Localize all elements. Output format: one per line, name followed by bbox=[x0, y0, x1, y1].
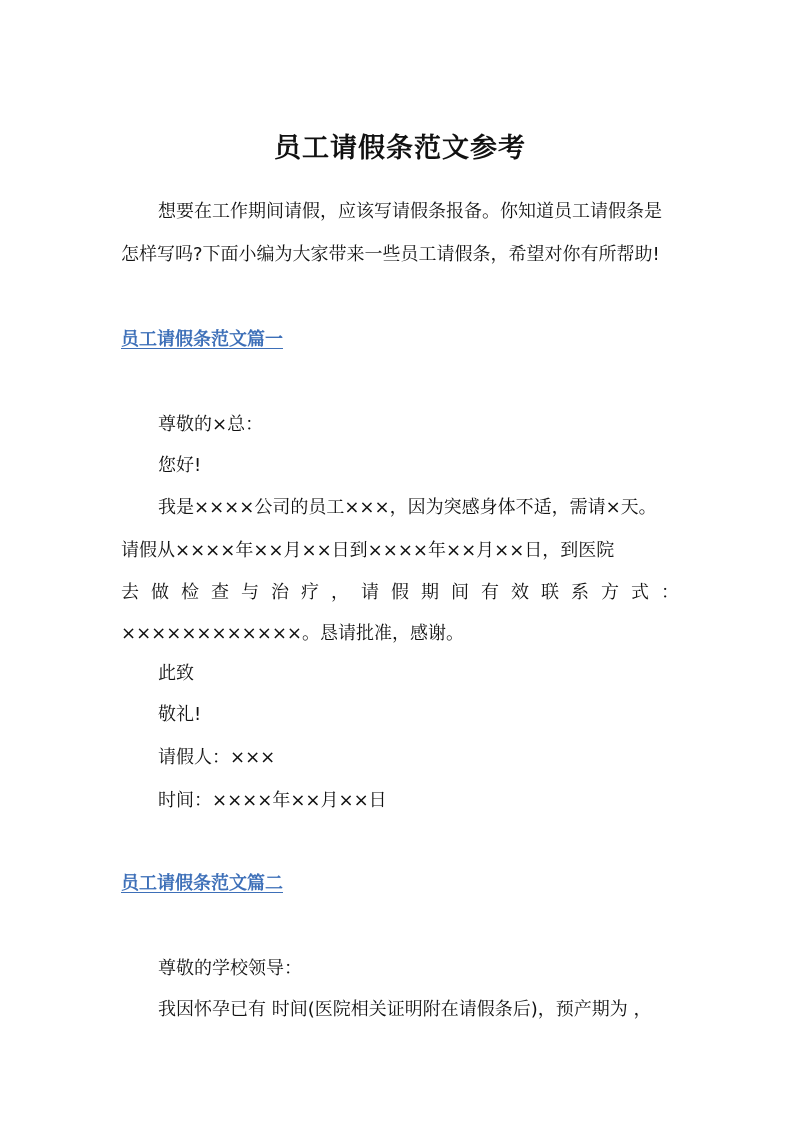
section1-closing-2: 敬礼! bbox=[158, 704, 202, 725]
section2-body-line-1: 我因怀孕已有 时间(医院相关证明附在请假条后)，预产期为 ， bbox=[158, 999, 652, 1020]
section1-heading[interactable]: 员工请假条范文篇一 bbox=[121, 329, 283, 350]
intro-line-1: 想要在工作期间请假，应该写请假条报备。你知道员工请假条是 bbox=[158, 201, 662, 222]
section1-body-line-4: ××××××××××××。恳请批准，感谢。 bbox=[121, 623, 464, 644]
document-title: 员工请假条范文参考 bbox=[274, 133, 526, 164]
section1-body-line-1: 我是××××公司的员工×××，因为突感身体不适，需请×天。 bbox=[158, 497, 657, 518]
section1-applicant: 请假人：××× bbox=[158, 747, 276, 768]
section1-closing-1: 此致 bbox=[158, 663, 194, 684]
section1-greeting: 您好! bbox=[158, 455, 202, 476]
section2-salutation: 尊敬的学校领导： bbox=[158, 958, 302, 979]
section2-heading[interactable]: 员工请假条范文篇二 bbox=[121, 873, 283, 894]
section1-salutation: 尊敬的×总： bbox=[158, 414, 264, 435]
section1-date: 时间：××××年××月××日 bbox=[158, 790, 387, 811]
intro-line-2: 怎样写吗?下面小编为大家带来一些员工请假条，希望对你有所帮助! bbox=[121, 244, 660, 265]
section1-body-line-3: 去 做 检 查 与 治 疗 ， 请 假 期 间 有 效 联 系 方 式 ： bbox=[121, 582, 679, 603]
section1-body-line-2: 请假从××××年××月××日到××××年××月××日，到医院 bbox=[121, 540, 615, 561]
